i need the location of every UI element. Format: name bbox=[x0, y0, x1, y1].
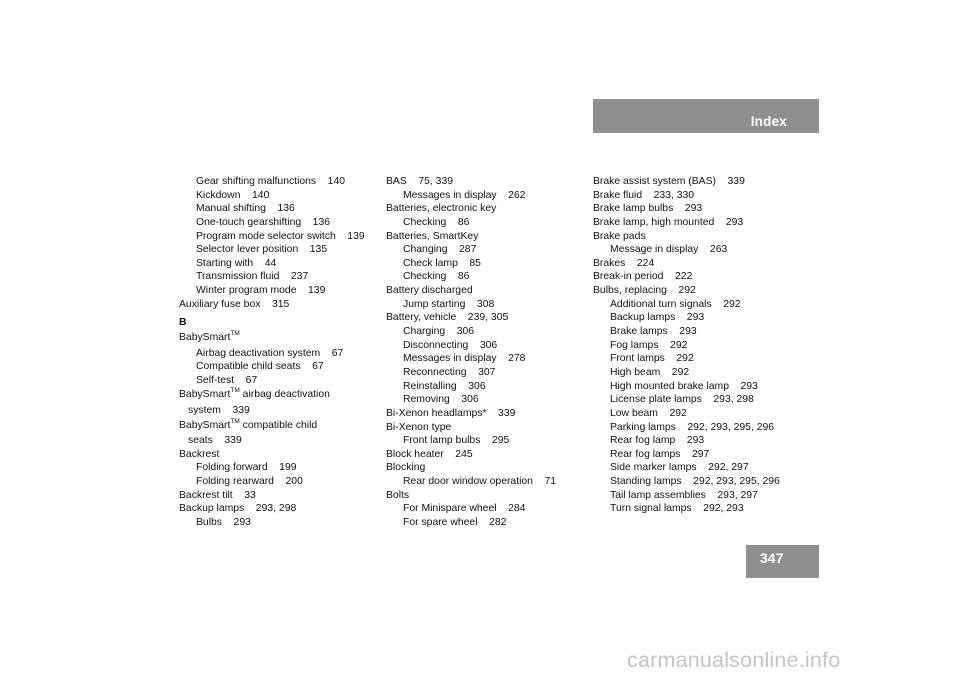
index-subentry bbox=[179, 216, 389, 230]
index-entry bbox=[386, 230, 596, 244]
trademark-mark: TM bbox=[230, 387, 240, 395]
entry-text: Additional turn signals 292 bbox=[610, 298, 741, 310]
index-subentry bbox=[179, 374, 389, 388]
entry-text: Changing 287 bbox=[403, 244, 477, 256]
index-entry bbox=[386, 311, 596, 325]
index-subentry bbox=[593, 475, 803, 489]
entry-text-continuation: compatible child bbox=[239, 419, 318, 431]
entry-text: Rear fog lamps 297 bbox=[610, 448, 710, 460]
index-letter-heading bbox=[179, 316, 389, 330]
index-entry bbox=[179, 387, 389, 404]
index-column-3 bbox=[593, 175, 803, 516]
entry-text: Checking 86 bbox=[403, 216, 470, 228]
index-subentry bbox=[386, 339, 596, 353]
entry-text: Batteries, electronic key bbox=[386, 203, 497, 215]
entry-text: Batteries, SmartKey bbox=[386, 230, 479, 242]
index-entry bbox=[593, 175, 803, 189]
entry-text: Jump starting 308 bbox=[403, 298, 495, 310]
index-entry bbox=[386, 202, 596, 216]
entry-text: Starting with 44 bbox=[196, 257, 277, 269]
entry-text: Compatible child seats 67 bbox=[196, 361, 324, 373]
index-subentry bbox=[386, 270, 596, 284]
index-subentry bbox=[386, 257, 596, 271]
entry-text: Fog lamps 292 bbox=[610, 339, 688, 351]
index-entry bbox=[386, 175, 596, 189]
entry-text: Blocking bbox=[386, 462, 426, 474]
index-column-2 bbox=[386, 175, 596, 530]
entry-text: seats 339 bbox=[188, 435, 242, 447]
entry-text: Turn signal lamps 292, 293 bbox=[610, 503, 744, 515]
entry-text: Charging 306 bbox=[403, 326, 475, 338]
index-subentry bbox=[179, 461, 389, 475]
index-entry bbox=[386, 407, 596, 421]
entry-text: One-touch gearshifting 136 bbox=[196, 216, 331, 228]
index-entry bbox=[386, 489, 596, 503]
entry-text: Bulbs, replacing 292 bbox=[593, 285, 696, 297]
index-entry bbox=[593, 284, 803, 298]
entry-text: Brake fluid 233, 330 bbox=[593, 189, 695, 201]
index-subentry bbox=[179, 175, 389, 189]
index-subentry bbox=[386, 475, 596, 489]
index-entry bbox=[179, 404, 389, 418]
entry-text: Winter program mode 139 bbox=[196, 285, 326, 297]
index-subentry bbox=[179, 360, 389, 374]
trademark-mark: TM bbox=[230, 417, 240, 425]
index-subentry bbox=[593, 325, 803, 339]
index-subentry bbox=[593, 339, 803, 353]
index-subentry bbox=[179, 347, 389, 361]
entry-text: Bi-Xenon type bbox=[386, 421, 452, 433]
index-subentry bbox=[593, 311, 803, 325]
index-subentry bbox=[593, 421, 803, 435]
entry-text: Check lamp 85 bbox=[403, 257, 481, 269]
entry-text: High beam 292 bbox=[610, 366, 690, 378]
entry-text: Brakes 224 bbox=[593, 257, 655, 269]
entry-text: Backup lamps 293 bbox=[610, 312, 705, 324]
index-column-1 bbox=[179, 175, 389, 530]
section-header-tab bbox=[593, 99, 819, 133]
index-entry bbox=[593, 230, 803, 244]
entry-text: Battery discharged bbox=[386, 285, 473, 297]
index-subentry bbox=[593, 434, 803, 448]
entry-text: Backrest tilt 33 bbox=[179, 489, 256, 501]
entry-text: Checking 86 bbox=[403, 271, 470, 283]
entry-text: Side marker lamps 292, 297 bbox=[610, 462, 749, 474]
index-subentry bbox=[386, 298, 596, 312]
entry-text: Message in display 263 bbox=[610, 244, 728, 256]
entry-text: Removing 306 bbox=[403, 394, 479, 406]
index-subentry bbox=[179, 202, 389, 216]
index-subentry bbox=[386, 325, 596, 339]
entry-text: Brake pads bbox=[593, 230, 646, 242]
index-subentry bbox=[179, 257, 389, 271]
page-number-tab bbox=[746, 545, 819, 578]
entry-text: Selector lever position 135 bbox=[196, 244, 328, 256]
index-subentry bbox=[386, 434, 596, 448]
entry-text: Disconnecting 306 bbox=[403, 339, 498, 351]
index-subentry bbox=[386, 352, 596, 366]
page-number: 347 bbox=[760, 550, 784, 566]
entry-text: B bbox=[179, 317, 187, 329]
index-subentry bbox=[593, 366, 803, 380]
entry-text: system 339 bbox=[188, 404, 250, 416]
entry-text: Parking lamps 292, 293, 295, 296 bbox=[610, 421, 775, 433]
entry-text: Bi-Xenon headlamps* 339 bbox=[386, 407, 516, 419]
index-entry bbox=[179, 489, 389, 503]
entry-text: Bulbs 293 bbox=[196, 516, 251, 528]
index-subentry bbox=[593, 407, 803, 421]
index-entry bbox=[179, 418, 389, 435]
entry-text: BabySmart bbox=[179, 389, 231, 401]
entry-text: Backrest bbox=[179, 448, 220, 460]
index-subentry bbox=[593, 461, 803, 475]
entry-text: Self-test 67 bbox=[196, 374, 258, 386]
entry-text: For spare wheel 282 bbox=[403, 517, 507, 529]
entry-text-continuation: airbag deactivation bbox=[239, 389, 330, 401]
index-entry bbox=[179, 330, 389, 347]
entry-text: Gear shifting malfunctions 140 bbox=[196, 176, 346, 187]
index-subentry bbox=[593, 393, 803, 407]
index-subentry bbox=[179, 189, 389, 203]
entry-text: Brake lamp, high mounted 293 bbox=[593, 216, 744, 228]
entry-text: Messages in display 262 bbox=[403, 189, 526, 201]
index-entry bbox=[386, 461, 596, 475]
entry-text: BabySmart bbox=[179, 419, 231, 431]
entry-text: Bolts bbox=[386, 489, 410, 501]
entry-text: License plate lamps 293, 298 bbox=[610, 394, 754, 406]
entry-text: BabySmart bbox=[179, 332, 231, 344]
index-entry bbox=[593, 189, 803, 203]
entry-text: Backup lamps 293, 298 bbox=[179, 503, 297, 515]
index-subentry bbox=[593, 502, 803, 516]
entry-text: Reconnecting 307 bbox=[403, 366, 496, 378]
entry-text: Standing lamps 292, 293, 295, 296 bbox=[610, 476, 780, 488]
entry-text: Brake lamp bulbs 293 bbox=[593, 203, 703, 215]
index-subentry bbox=[593, 243, 803, 257]
index-subentry bbox=[179, 475, 389, 489]
index-subentry bbox=[593, 489, 803, 503]
index-subentry bbox=[179, 516, 389, 530]
index-entry bbox=[386, 448, 596, 462]
entry-text: Folding forward 199 bbox=[196, 462, 297, 474]
entry-text: Manual shifting 136 bbox=[196, 203, 295, 215]
index-entry bbox=[179, 298, 389, 312]
entry-text: Airbag deactivation system 67 bbox=[196, 347, 344, 359]
entry-text: Rear door window operation 71 bbox=[403, 476, 557, 488]
entry-text: Brake assist system (BAS) 339 bbox=[593, 176, 745, 187]
entry-text: Auxiliary fuse box 315 bbox=[179, 298, 290, 310]
entry-text: Program mode selector switch 139 bbox=[196, 230, 365, 242]
entry-text: Front lamps 292 bbox=[610, 353, 694, 365]
index-subentry bbox=[386, 516, 596, 530]
index-entry bbox=[593, 257, 803, 271]
entry-text: Kickdown 140 bbox=[196, 189, 270, 201]
section-title: Index bbox=[750, 114, 787, 129]
index-entry bbox=[593, 270, 803, 284]
index-subentry bbox=[179, 270, 389, 284]
index-entry bbox=[593, 216, 803, 230]
entry-text: Brake lamps 293 bbox=[610, 326, 697, 338]
index-subentry bbox=[593, 298, 803, 312]
trademark-mark: TM bbox=[230, 330, 240, 338]
index-subentry bbox=[386, 502, 596, 516]
index-subentry bbox=[386, 243, 596, 257]
index-entry bbox=[179, 502, 389, 516]
entry-text: High mounted brake lamp 293 bbox=[610, 380, 758, 392]
index-entry bbox=[386, 421, 596, 435]
entry-text: Low beam 292 bbox=[610, 407, 687, 419]
index-subentry bbox=[593, 380, 803, 394]
entry-text: Messages in display 278 bbox=[403, 353, 526, 365]
entry-text: Break-in period 222 bbox=[593, 271, 693, 283]
index-entry bbox=[179, 448, 389, 462]
index-subentry bbox=[386, 189, 596, 203]
index-subentry bbox=[386, 216, 596, 230]
entry-text: Tail lamp assemblies 293, 297 bbox=[610, 489, 758, 501]
index-subentry bbox=[386, 393, 596, 407]
entry-text: Block heater 245 bbox=[386, 448, 473, 460]
entry-text: Front lamp bulbs 295 bbox=[403, 435, 510, 447]
index-entry bbox=[179, 434, 389, 448]
index-subentry bbox=[179, 243, 389, 257]
index-subentry bbox=[179, 284, 389, 298]
entry-text: For Minispare wheel 284 bbox=[403, 503, 526, 515]
entry-text: Transmission fluid 237 bbox=[196, 271, 309, 283]
entry-text: Battery, vehicle 239, 305 bbox=[386, 312, 509, 324]
index-subentry bbox=[593, 448, 803, 462]
index-entry bbox=[593, 202, 803, 216]
entry-text: BAS 75, 339 bbox=[386, 176, 454, 187]
entry-text: Reinstalling 306 bbox=[403, 380, 486, 392]
index-subentry bbox=[179, 230, 389, 244]
entry-text: Rear fog lamp 293 bbox=[610, 435, 705, 447]
index-entry bbox=[386, 284, 596, 298]
index-subentry bbox=[386, 366, 596, 380]
index-subentry bbox=[593, 352, 803, 366]
watermark-text: carmanualsonline.info bbox=[627, 648, 841, 672]
entry-text: Folding rearward 200 bbox=[196, 476, 303, 488]
index-subentry bbox=[386, 380, 596, 394]
